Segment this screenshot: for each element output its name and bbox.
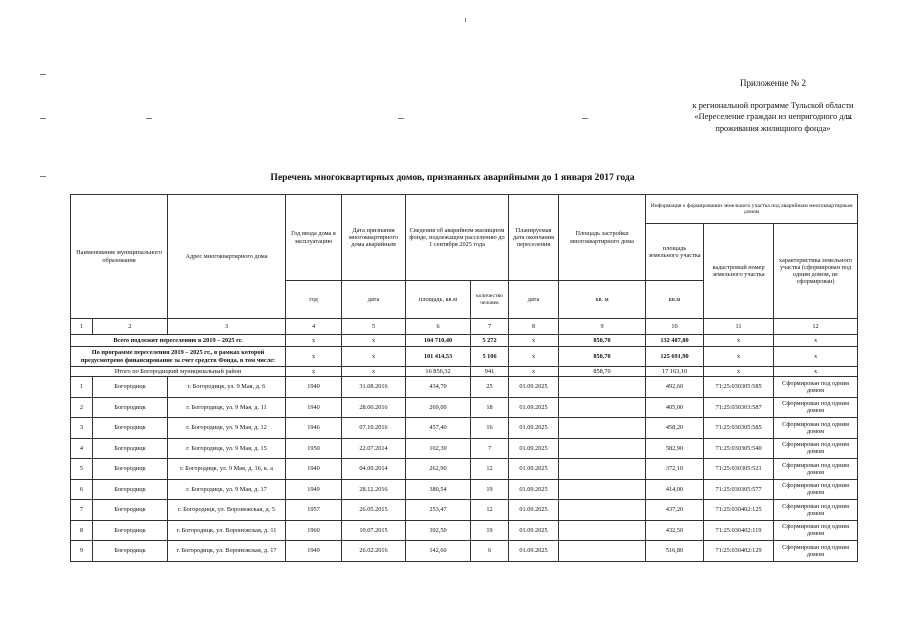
table-row [71,438,858,459]
row-date: 22.07.2014 [342,438,406,459]
row-year: 1940 [286,377,342,398]
unit-year: год [286,281,342,319]
row-land-characteristic: Сформирован под одним домом [774,397,858,418]
column-number: 10 [646,319,704,335]
row-people: 16 [471,418,509,439]
row-land-characteristic: Сформирован под одним домом [774,418,858,439]
total-cell: х [342,347,406,367]
unit-date: дата [509,281,559,319]
row-number: 1 [71,377,93,398]
row-people: 18 [471,397,509,418]
row-planned-date: 01.09.2025 [509,397,559,418]
row-municipality: Богородицк [93,520,168,541]
table-row [71,418,858,439]
page-mark [40,74,46,75]
row-date: 26.05.2015 [342,500,406,521]
row-land-characteristic: Сформирован под одним домом [774,500,858,521]
row-cadastral: 71:25:030303:587 [704,397,774,418]
total-cell: 941 [471,367,509,377]
total-cell: х [286,367,342,377]
row-area: 457,40 [406,418,471,439]
document-title: Перечень многоквартирных домов, признанных аварийными до 1 января 2017 года [270,172,635,183]
row-address: г. Богородицк, ул. 9 Мая, д. 11 [168,397,286,418]
total-label: Итого по Богородицкий муниципальный район [71,367,286,377]
total-label: Всего подлежит переселению в 2019 – 2025 гг. [71,335,286,347]
row-land-area: 516,80 [646,541,704,562]
row-municipality: Богородицк [93,418,168,439]
total-cell: х [704,367,774,377]
column-number: 12 [774,319,858,335]
row-planned-date: 01.09.2025 [509,541,559,562]
row-cadastral: 71:25:030305:585 [704,418,774,439]
table-row [71,479,858,500]
unit-sqm: кв.м [646,281,704,319]
total-cell: 132 487,80 [646,335,704,347]
row-cadastral: 71:25:030305:540 [704,438,774,459]
row-year: 1950 [286,438,342,459]
page-mark [465,18,466,22]
table-row [71,377,858,398]
row-land-area: 582,90 [646,438,704,459]
row-building-area [559,541,646,562]
row-land-characteristic: Сформирован под одним домом [774,541,858,562]
page-mark [146,118,152,119]
row-cadastral: 71:25:030402:129 [704,541,774,562]
row-planned-date: 01.09.2025 [509,479,559,500]
appendix-number: Приложение № 2 [740,78,806,88]
row-date: 07.10.2016 [342,418,406,439]
row-number: 8 [71,520,93,541]
row-people: 6 [471,541,509,562]
table-row [71,397,858,418]
row-municipality: Богородицк [93,438,168,459]
total-cell: х [286,347,342,367]
row-land-area: 458,20 [646,418,704,439]
total-cell: 104 710,40 [406,335,471,347]
row-area: 102,30 [406,438,471,459]
row-cadastral: 71:25:030402:119 [704,520,774,541]
housing-register-table [70,194,858,562]
row-number: 2 [71,397,93,418]
row-date: 10.07.2015 [342,520,406,541]
row-people: 25 [471,377,509,398]
row-municipality: Богородицк [93,479,168,500]
row-number: 4 [71,438,93,459]
row-number: 3 [71,418,93,439]
header-residents-info: Сведения об аварийном жилищном фонде, подлежащем расселению до 1 сентября 2025 года [406,195,509,281]
row-area: 434,70 [406,377,471,398]
row-building-area [559,397,646,418]
row-planned-date: 01.09.2025 [509,459,559,480]
row-people: 12 [471,500,509,521]
table-row [71,541,858,562]
total-label: По программе переселения 2019 – 2025 гг., в рамках которой предусмотрено финансирование за счет средств Фонда, в том числе: [71,347,286,367]
total-cell: 16 856,32 [406,367,471,377]
total-cell: х [704,347,774,367]
row-cadastral: 71:25:030402:125 [704,500,774,521]
row-planned-date: 01.09.2025 [509,500,559,521]
row-area: 142,60 [406,541,471,562]
row-land-characteristic: Сформирован под одним домом [774,438,858,459]
unit-date: дата [342,281,406,319]
row-land-area: 492,60 [646,377,704,398]
total-cell: х [509,347,559,367]
total-cell: х [704,335,774,347]
total-cell: 101 414,53 [406,347,471,367]
row-year: 1946 [286,418,342,439]
column-number: 1 [71,319,93,335]
row-date: 31.08.2016 [342,377,406,398]
row-address: г. Богородицк, ул. 9 Мая, д. 6 [168,377,286,398]
row-cadastral: 71:25:030305:585 [704,377,774,398]
row-municipality: Богородицк [93,377,168,398]
row-address: г. Богородицк, ул. 9 Мая, д. 17 [168,479,286,500]
total-row [71,347,858,367]
table-row [71,500,858,521]
row-land-characteristic: Сформирован под одним домом [774,479,858,500]
row-cadastral: 71:25:030305:577 [704,479,774,500]
header-address: Адрес многоквартирного дома [168,195,286,319]
row-land-characteristic: Сформирован под одним домом [774,377,858,398]
row-date: 04.09.2014 [342,459,406,480]
unit-people: количество человек [471,281,509,319]
row-address: г. Богородицк, ул. Воронежская, д. 17 [168,541,286,562]
row-building-area [559,500,646,521]
row-planned-date: 01.09.2025 [509,418,559,439]
row-land-characteristic: Сформирован под одним домом [774,459,858,480]
row-building-area [559,377,646,398]
column-number: 3 [168,319,286,335]
column-number: 5 [342,319,406,335]
row-address: г. Богородицк, ул. 9 Мая, д. 16, к. а [168,459,286,480]
total-cell: х [509,335,559,347]
header-land-characteristic: характеристика земельного участка (сформирован под одним домом, не сформирован) [774,224,858,319]
total-cell: 125 691,90 [646,347,704,367]
row-land-area: 437,20 [646,500,704,521]
row-building-area [559,418,646,439]
total-row [71,367,858,377]
row-number: 6 [71,479,93,500]
total-cell: 5 106 [471,347,509,367]
row-address: г. Богородицк, ул. Воронежская, д. 5 [168,500,286,521]
total-cell: 858,70 [559,335,646,347]
row-number: 9 [71,541,93,562]
row-land-area: 414,00 [646,479,704,500]
table-row [71,520,858,541]
appendix-text: к региональной программе Тульской области «Переселение граждан из непригодного для проживания жилищного фонда» [692,101,854,133]
table-row [71,459,858,480]
total-cell: х [342,335,406,347]
column-number: 6 [406,319,471,335]
page-mark [40,118,46,119]
row-people: 7 [471,438,509,459]
total-cell: х [342,367,406,377]
header-building-area: Площадь застройки многоквартирного дома [559,195,646,281]
page-mark [398,118,404,119]
row-people: 12 [471,459,509,480]
row-date: 28.06.2016 [342,397,406,418]
row-people: 19 [471,520,509,541]
row-municipality: Богородицк [93,500,168,521]
row-year: 1940 [286,459,342,480]
total-row [71,335,858,347]
column-number: 2 [93,319,168,335]
row-year: 1957 [286,500,342,521]
row-year: 1960 [286,520,342,541]
header-planned-date: Планируемая дата окончания переселения [509,195,559,281]
row-area: 392,50 [406,520,471,541]
row-date: 26.02.2016 [342,541,406,562]
header-year-built: Год ввода дома в эксплуатацию [286,195,342,281]
row-municipality: Богородицк [93,541,168,562]
row-area: 262,90 [406,459,471,480]
row-area: 269,00 [406,397,471,418]
row-year: 1949 [286,479,342,500]
row-land-area: 405,00 [646,397,704,418]
row-municipality: Богородицк [93,459,168,480]
row-address: г. Богородицк, ул. 9 Мая, д. 15 [168,438,286,459]
total-cell: х [509,367,559,377]
total-cell: х [774,335,858,347]
row-land-area: 432,50 [646,520,704,541]
column-number: 4 [286,319,342,335]
row-building-area [559,520,646,541]
row-number: 7 [71,500,93,521]
header-date-emergency: Дата признания многоквартирного дома аварийным [342,195,406,281]
unit-sqm: кв. м [559,281,646,319]
column-number: 11 [704,319,774,335]
total-cell: 17 163,10 [646,367,704,377]
header-land-area: площадь земельного участка [646,224,704,281]
total-cell: 858,70 [559,347,646,367]
row-year: 1949 [286,541,342,562]
row-area: 380,54 [406,479,471,500]
column-number: 9 [559,319,646,335]
total-cell: 858,70 [559,367,646,377]
header-cadastral: кадастровый номер земельного участка [704,224,774,319]
column-numbers-row [71,319,858,335]
header-municipality: Наименование муниципального образования [71,195,168,319]
header-land-info: Информация о формировании земельного участка под аварийным многоквартирным домом [646,195,858,224]
total-cell: 5 272 [471,335,509,347]
row-planned-date: 01.09.2025 [509,438,559,459]
row-municipality: Богородицк [93,397,168,418]
row-building-area [559,479,646,500]
page-mark [582,118,588,119]
total-cell: х [774,347,858,367]
row-land-characteristic: Сформирован под одним домом [774,520,858,541]
row-land-area: 372,10 [646,459,704,480]
total-cell: х [286,335,342,347]
row-planned-date: 01.09.2025 [509,520,559,541]
row-building-area [559,438,646,459]
column-number: 8 [509,319,559,335]
column-number: 7 [471,319,509,335]
row-building-area [559,459,646,480]
total-cell: х [774,367,858,377]
row-address: г. Богородицк, ул. 9 Мая, д. 12 [168,418,286,439]
row-year: 1940 [286,397,342,418]
row-number: 5 [71,459,93,480]
row-area: 253,47 [406,500,471,521]
unit-area: площадь, кв.м [406,281,471,319]
row-cadastral: 71:25:030305:521 [704,459,774,480]
row-date: 28.12.2016 [342,479,406,500]
row-address: г. Богородицк, ул. Воронежская, д. 11 [168,520,286,541]
row-planned-date: 01.09.2025 [509,377,559,398]
row-people: 19 [471,479,509,500]
header-row [71,195,858,224]
appendix-block [688,78,858,134]
